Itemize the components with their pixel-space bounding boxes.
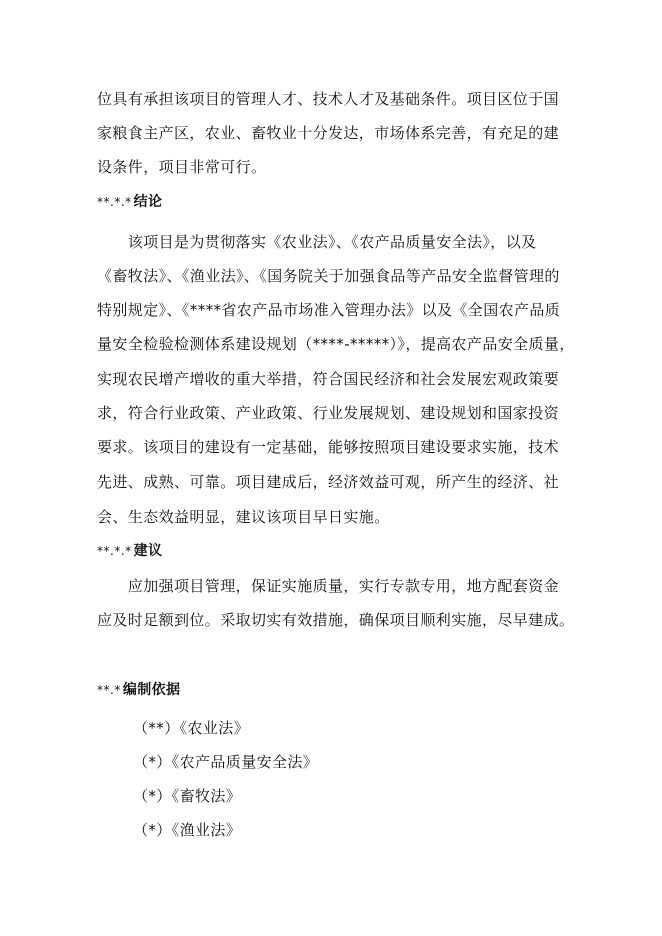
suggestion-heading <box>97 541 162 561</box>
basis-item-4: （*）《渔业法》 <box>133 821 242 839</box>
conclusion-line-5: 实现农民增产增收的重大举措，符合国民经济和社会发展宏观政策要 <box>97 370 560 388</box>
basis-item-2: （*）《农产品质量安全法》 <box>133 753 319 771</box>
basis-section-number: **.* <box>97 683 121 697</box>
intro-line-1: 位具有承担该项目的管理人才、技术人才及基础条件。项目区位于国 <box>97 90 560 108</box>
conclusion-heading <box>97 192 162 212</box>
conclusion-title: 结论 <box>133 194 163 210</box>
conclusion-line-6: 求，符合行业政策、产业政策、行业发展规划、建设规划和国家投资 <box>97 404 560 422</box>
suggestion-section-number: **.*.* <box>97 544 132 558</box>
basis-heading <box>97 680 180 700</box>
conclusion-line-3: 特别规定》、《****省农产品市场准入管理办法》以及《全国农产品质 <box>97 301 561 319</box>
basis-item-1: （**）《农业法》 <box>133 719 250 737</box>
suggestion-title: 建议 <box>133 543 163 559</box>
suggestion-line-2: 应及时足额到位。采取切实有效措施，确保项目顺利实施，尽早建成。 <box>97 611 575 629</box>
conclusion-line-9: 会、生态效益明显，建议该项目早日实施。 <box>97 508 390 526</box>
basis-title: 编制依据 <box>122 682 181 698</box>
conclusion-section-number: **.*.* <box>97 195 132 209</box>
conclusion-line-7: 要求。该项目的建设有一定基础，能够按照项目建设要求实施，技术 <box>97 438 560 456</box>
conclusion-line-8: 先进、成熟、可靠。项目建成后，经济效益可观，所产生的经济、社 <box>97 473 560 491</box>
conclusion-line-1: 该项目是为贯彻落实《农业法》、《农产品质量安全法》，以及 <box>97 233 537 251</box>
conclusion-line-4: 量安全检验检测体系建设规划（****-*****）》，提高农产品安全质量， <box>97 335 575 353</box>
basis-item-3: （*）《畜牧法》 <box>133 787 242 805</box>
intro-line-2: 家粮食主产区，农业、畜牧业十分发达，市场体系完善，有充足的建 <box>97 124 560 142</box>
conclusion-line-2: 《畜牧法》、《渔业法》、《国务院关于加强食品等产品安全监督管理的 <box>97 267 560 285</box>
intro-line-3: 设条件，项目非常可行。 <box>97 158 267 176</box>
suggestion-line-1: 应加强项目管理，保证实施质量，实行专款专用，地方配套资金 <box>97 577 560 595</box>
